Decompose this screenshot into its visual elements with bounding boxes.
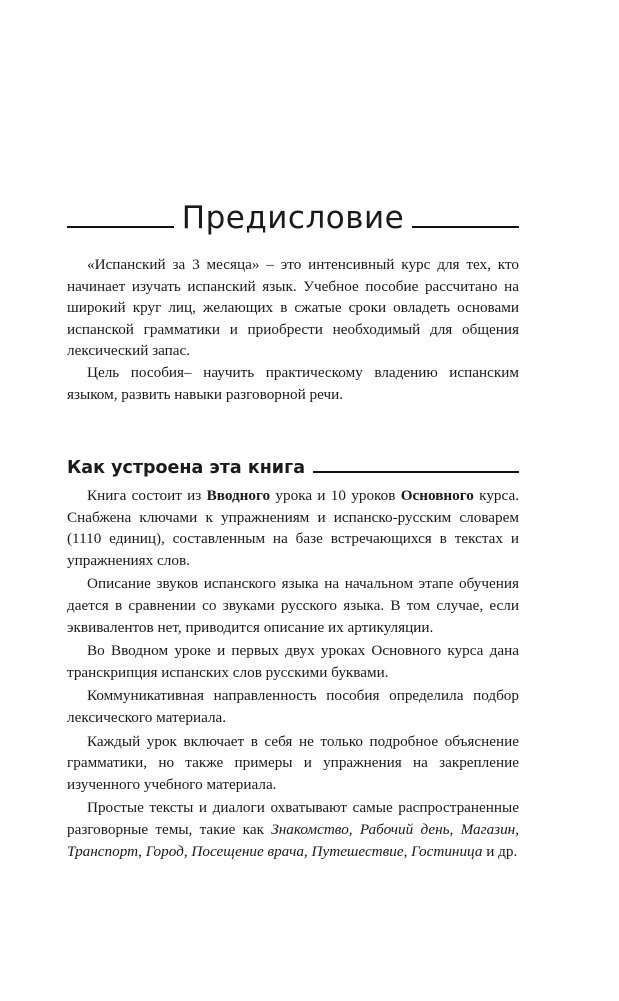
separator: , [403,842,412,860]
text-span: курса. Снабжена ключами к упражнениям и испанско-русским словарем (1110 единиц), составленным на базе встречающихся в текстах и упражнениях слов. [67,487,519,569]
preface-body [67,254,519,405]
text-span: Простые тексты и диалоги охватывают самые распространенные разговорные темы, такие как [67,799,519,838]
topic-italic: Магазин [460,820,516,838]
bold-term-introductory: Вводного [206,487,271,504]
separator: , [183,842,192,860]
heading-rule-left [67,226,174,228]
topic-italic: Путешествие [311,842,404,860]
separator: , [515,820,520,838]
separator: , [303,842,312,860]
text-span: и др. [482,842,518,860]
structure-paragraph-6 [67,797,519,862]
topic-italic: Знакомство [271,820,349,838]
text-span: Книга состоит из [87,487,207,504]
structure-title: Как устроена эта книга [67,458,306,478]
heading-rule-right [412,226,519,228]
preface-heading [67,196,519,240]
structure-heading-rule [313,471,519,473]
topic-italic: Транспорт [67,842,139,860]
separator: , [138,842,146,860]
structure-paragraph-4: Коммуникативная направленность пособия определила подбор лексического материала. [67,687,519,726]
structure-paragraph-3: Во Вводном уроке и первых двух уроках Основного курса дана транскрипция испанских слов русскими буквами. [67,642,519,681]
structure-paragraph-1 [67,485,519,571]
separator: , [348,820,360,838]
topic-italic: Гостиница [411,842,483,860]
separator: , [449,820,461,838]
structure-body [67,485,519,864]
preface-paragraph-1: «Испанский за 3 месяца» – это интенсивный курс для тех, кто начинает изучать испанский язык. Учебное пособие рассчитано на широкий круг лиц, желающих в сжатые сроки овладеть основами испанской грамматики и приобрести необходимый для общения лексический запас. [67,256,519,360]
topic-italic: Рабочий день [359,820,450,838]
text-span: урока и 10 уроков [270,487,401,504]
preface-paragraph-2: Цель пособия– научить практическому владению испанским языком, развить навыки разговорной речи. [67,363,519,403]
structure-paragraph-2: Описание звуков испанского языка на начальном этапе обучения дается в сравнении со звуками русского языка. В том случае, если эквивалентов нет, приводится описание их артикуляции. [67,575,519,636]
structure-paragraph-5: Каждый урок включает в себя не только подробное объяснение грамматики, но также примеры и упражнения на закрепление изученного учебного материала. [67,732,519,793]
bold-term-main: Основного [400,487,474,504]
structure-heading [67,452,519,478]
preface-title: Предисловие [181,200,405,236]
topic-italic: Город [145,842,184,860]
topic-italic: Посещение врача [191,842,304,860]
